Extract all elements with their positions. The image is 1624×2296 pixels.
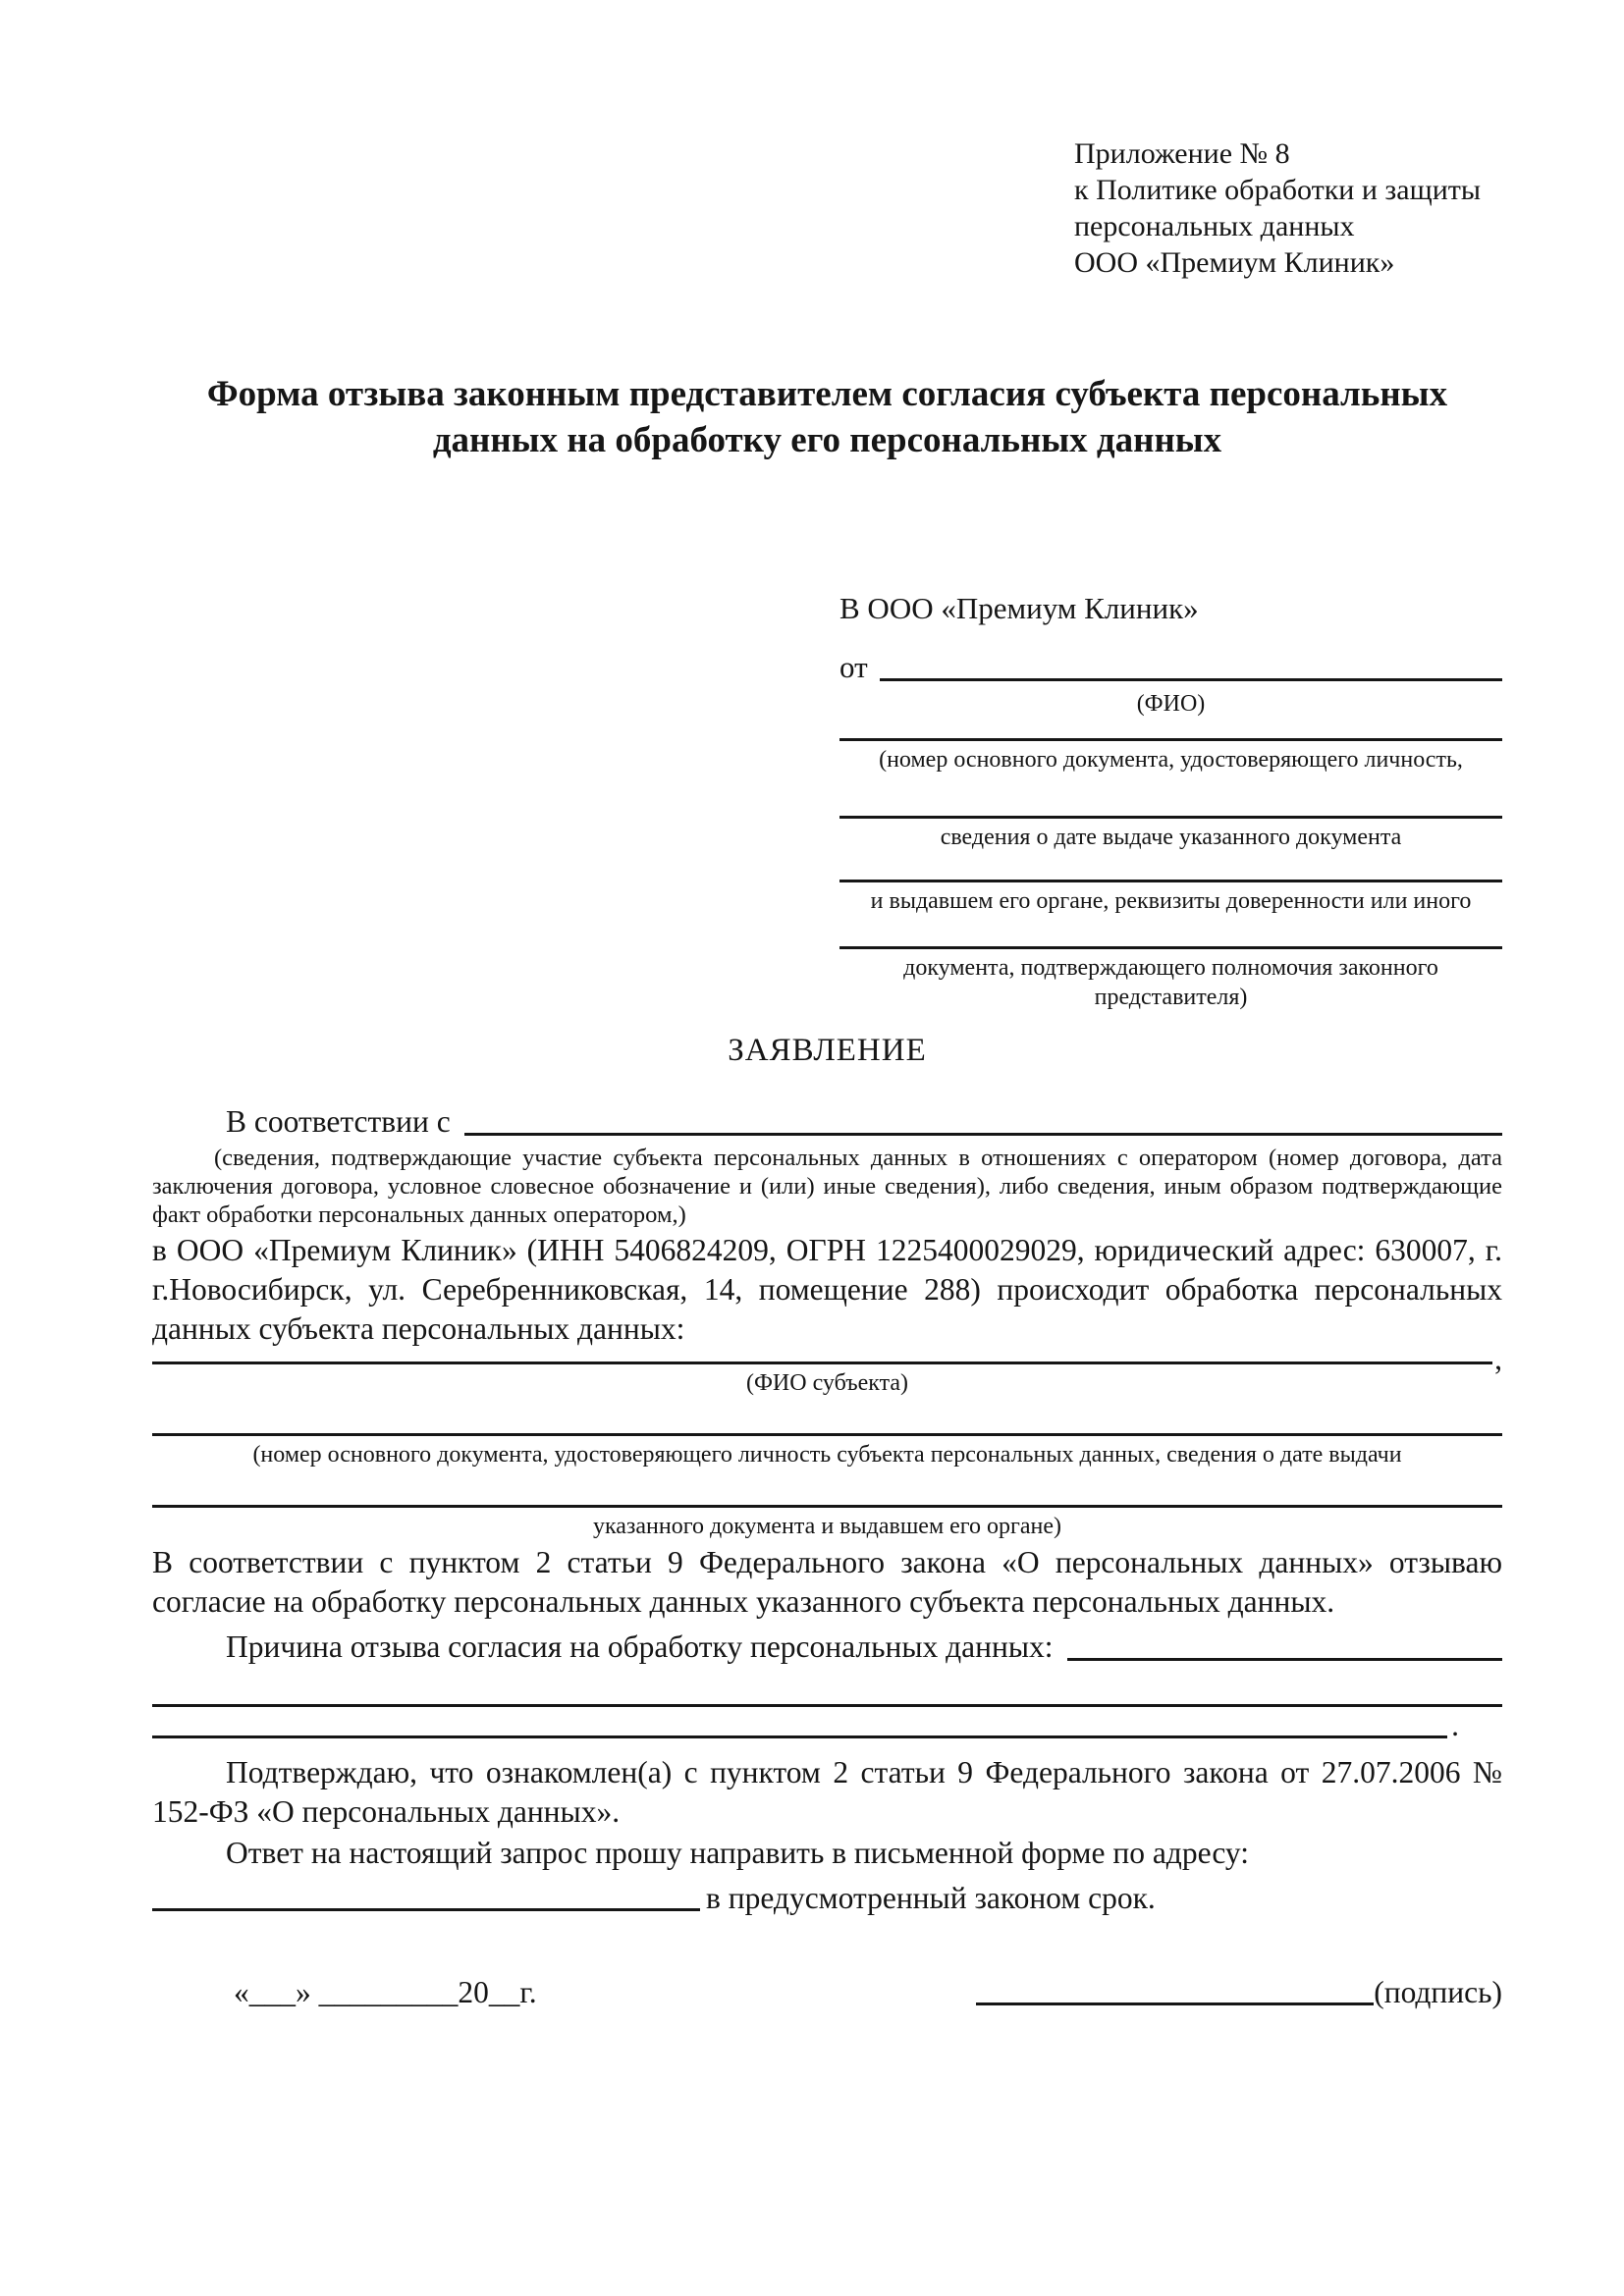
statement-heading: ЗАЯВЛЕНИЕ	[728, 1033, 927, 1068]
reply-address-line	[152, 1908, 700, 1911]
intro-fill-line	[464, 1133, 1502, 1136]
subject-doc-caption: (номер основного документа, удостоверяющего личность субъекта персональных данных, сведения о дате выдачи	[252, 1442, 1402, 1468]
reason-fill-line	[1067, 1658, 1502, 1661]
representative-doc-line	[839, 852, 1502, 882]
reason-blank-line	[152, 1665, 1502, 1707]
subject-doc-line	[152, 1469, 1502, 1508]
addressee-block	[839, 589, 1502, 1012]
subject-fio-caption: (ФИО субъекта)	[745, 1370, 909, 1396]
signature-block	[976, 1975, 1502, 2010]
appendix-line: Приложение № 8	[1074, 137, 1290, 170]
trailing-comma: ,	[1494, 1342, 1502, 1376]
intro-row	[152, 1096, 1502, 1140]
signature-caption: (подпись)	[1374, 1975, 1502, 2009]
appendix-block	[1074, 135, 1502, 281]
field-caption: документа, подтверждающего полномочия законного представителя)	[903, 955, 1438, 1010]
date-placeholder: «___» _________20__г.	[234, 1975, 537, 2009]
signature-line	[976, 2002, 1374, 2005]
representative-doc-line	[839, 719, 1502, 741]
intro-prefix: В соответствии с	[226, 1104, 451, 1139]
footer-row	[152, 1965, 1502, 2010]
field-caption: (номер основного документа, удостоверяющего личность,	[879, 747, 1463, 773]
reason-blank-row	[152, 1707, 1502, 1743]
appendix-line: персональных данных	[1074, 210, 1355, 242]
subject-fio-row	[152, 1342, 1502, 1376]
reply-request-paragraph: Ответ на настоящий запрос прошу направить в письменной форме по адресу:	[226, 1836, 1249, 1870]
appendix-line: к Политике обработки и защиты	[1074, 174, 1482, 206]
representative-doc-line	[839, 916, 1502, 949]
intro-note: (сведения, подтверждающие участие субъекта персональных данных в отношениях с оператором (номер договора, дата заключения договора, условное словесное обозначение и (или) иные сведения), либо сведения, иным образом подтверждающие факт обработки персональных данных оператором,)	[152, 1145, 1502, 1228]
subject-doc-caption: указанного документа и выдавшем его органе)	[592, 1514, 1062, 1539]
from-row	[839, 640, 1502, 685]
reason-blank-line	[152, 1735, 1447, 1738]
reason-row	[152, 1622, 1502, 1665]
appendix-line: ООО «Премиум Клиник»	[1074, 246, 1395, 279]
withdrawal-paragraph: В соответствии с пунктом 2 статьи 9 Федерального закона «О персональных данных» отзываю согласие на обработку персональных данных указанного субъекта персональных данных.	[152, 1545, 1502, 1619]
subject-fio-line	[152, 1362, 1492, 1364]
reason-label: Причина отзыва согласия на обработку персональных данных:	[226, 1629, 1054, 1664]
operator-paragraph: в ООО «Премиум Клиник» (ИНН 5406824209, ОГРН 1225400029029, юридический адрес: 630007, г. г.Новосибирск, ул. Серебренниковская, 14, помещение 288) происходит обработка персональных данных субъекта персональных данных:	[152, 1233, 1502, 1346]
subject-doc-line	[152, 1398, 1502, 1436]
representative-doc-line	[839, 774, 1502, 819]
from-fill-line	[880, 678, 1502, 681]
acknowledgement-paragraph: Подтверждаю, что ознакомлен(а) с пунктом 2 статьи 9 Федерального закона от 27.07.2006 № 152-ФЗ «О персональных данных».	[152, 1755, 1502, 1829]
trailing-period: .	[1451, 1708, 1459, 1742]
reply-address-row	[152, 1873, 1502, 1916]
from-label: от	[839, 650, 868, 684]
reply-suffix: в предусмотренный законом срок.	[706, 1881, 1156, 1915]
field-caption: и выдавшем его органе, реквизиты доверенности или иного	[870, 888, 1472, 914]
fio-caption: (ФИО)	[1136, 691, 1206, 717]
document-title: Форма отзыва законным представителем согласия субъекта персональных данных на обработку его персональных данных	[206, 374, 1448, 460]
field-caption: сведения о дате выдаче указанного документа	[940, 825, 1402, 850]
addressee-to: В ООО «Премиум Клиник»	[839, 591, 1199, 625]
